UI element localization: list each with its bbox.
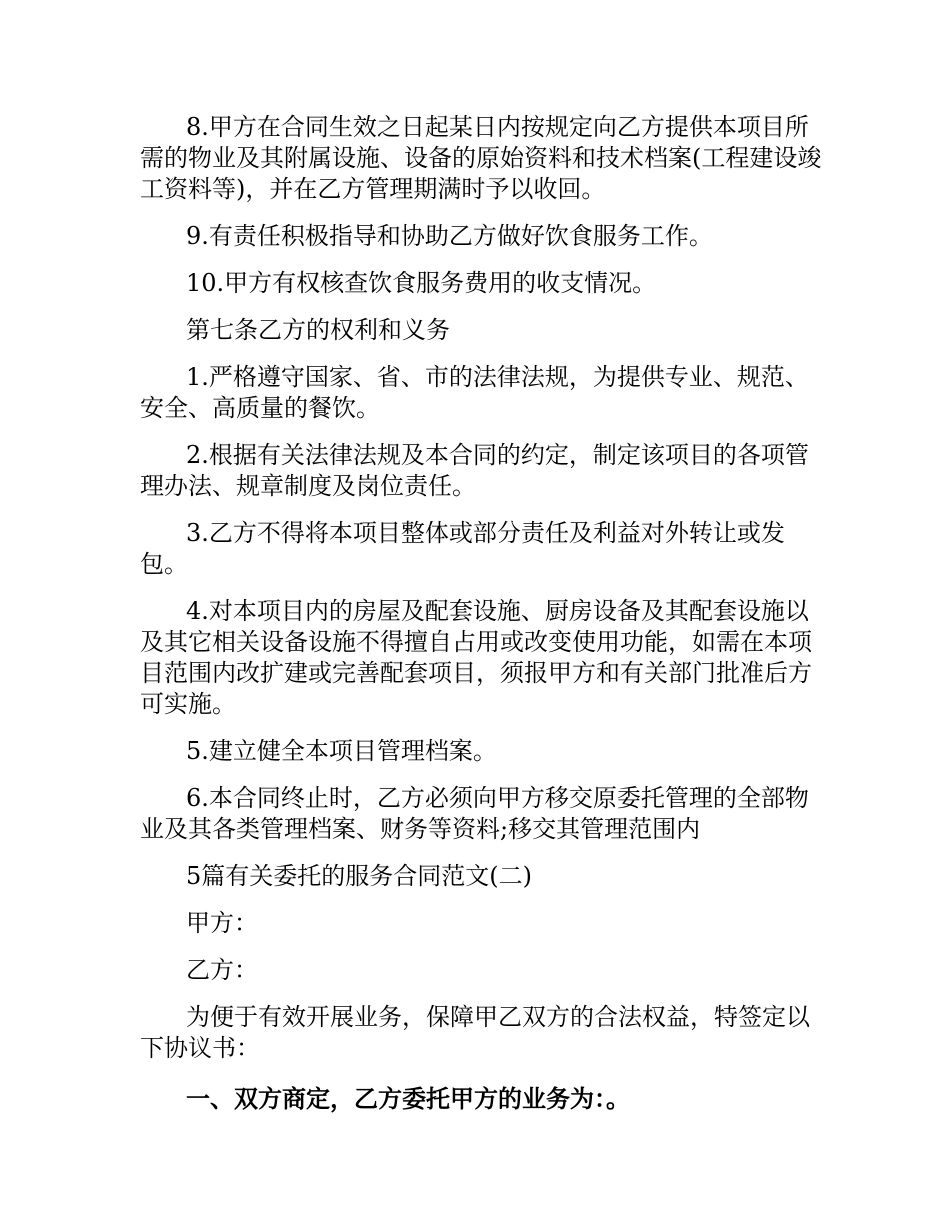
paragraph-clause-10: 10.甲方有权核查饮食服务费用的收支情况。 xyxy=(186,269,657,297)
paragraph-clause-9: 9.有责任积极指导和协助乙方做好饮食服务工作。 xyxy=(186,222,713,250)
paragraph-duty-6: 6.本合同终止时，乙方必须向甲方移交原委托管理的全部物业及其各类管理档案、财务等资料;移交其管理范围内 xyxy=(140,784,809,843)
paragraph-clause-8: 8.甲方在合同生效之日起某日内按规定向乙方提供本项目所需的物业及其附属设施、设备的原始资料和技术档案(工程建设竣工资料等)，并在乙方管理期满时予以收回。 xyxy=(140,113,822,203)
section-heading-article-7: 第七条乙方的权利和义务 xyxy=(186,316,450,344)
paragraph-duty-1: 1.严格遵守国家、省、市的法律法规，为提供专业、规范、安全、高质量的餐饮。 xyxy=(140,363,809,422)
document-page xyxy=(140,112,825,1131)
contract-title-two: 5篇有关委托的服务合同范文(二) xyxy=(186,862,532,890)
paragraph-duty-2: 2.根据有关法律法规及本合同的约定，制定该项目的各项管理办法、规章制度及岗位责任。 xyxy=(140,441,809,500)
section-heading-one: 一、双方商定，乙方委托甲方的业务为：。 xyxy=(186,1085,630,1113)
agreement-intro: 为便于有效开展业务，保障甲乙双方的合法权益，特签定以下协议书： xyxy=(140,1003,810,1062)
paragraph-duty-5: 5.建立健全本项目管理档案。 xyxy=(186,737,497,765)
paragraph-duty-3: 3.乙方不得将本项目整体或部分责任及利益对外转让或发包。 xyxy=(140,519,785,578)
paragraph-duty-4: 4.对本项目内的房屋及配套设施、厨房设备及其配套设施以及其它相关设备设施不得擅自占用或改变使用功能，如需在本项目范围内改扩建或完善配套项目，须报甲方和有关部门批准后方可实施。 xyxy=(140,597,812,718)
party-b-line: 乙方： xyxy=(186,956,258,984)
party-a-line: 甲方： xyxy=(186,909,258,937)
